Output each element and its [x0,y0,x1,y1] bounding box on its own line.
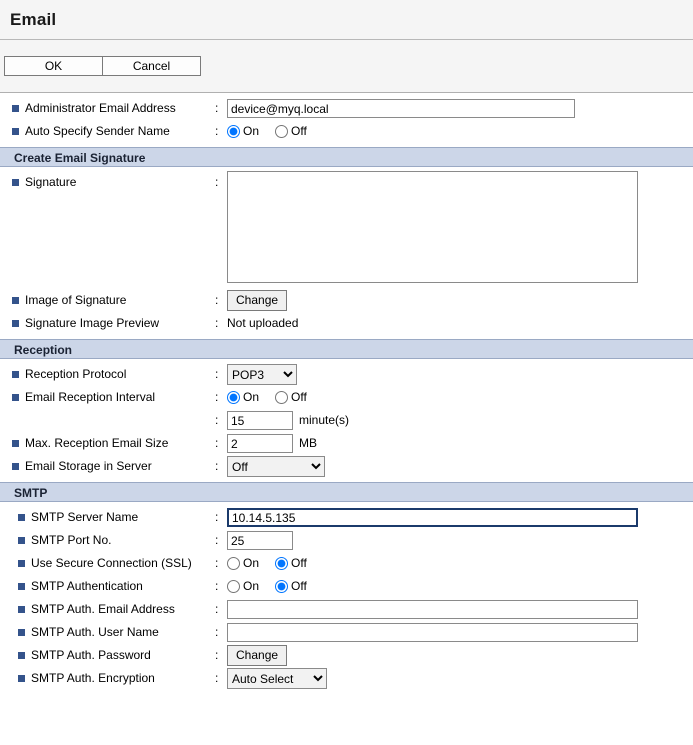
colon-separator: : [215,579,219,593]
bullet-icon [12,297,19,304]
smtp-ssl-label-cell [0,552,215,575]
smtp-auth-encryption-value-cell [227,667,693,690]
signature-textarea[interactable] [227,171,638,283]
bullet-icon [18,652,25,659]
colon-separator: : [215,124,219,138]
smtp-auth-value-cell [227,575,693,598]
row-smtp-port [0,529,693,552]
colon-separator: : [215,510,219,524]
row-smtp-ssl [0,552,693,575]
smtp-auth-password-label-cell [0,644,215,667]
smtp-server-name-value-cell [227,506,693,529]
signature-section-header: Create Email Signature [0,147,693,167]
signature-preview-label: Signature Image Preview [25,316,160,330]
row-smtp-auth-user [0,621,693,644]
row-admin-email [0,97,693,120]
signature-label-cell [0,171,215,194]
auto-sender-off-option[interactable] [275,120,307,143]
auto-sender-on-radio[interactable] [227,125,240,138]
smtp-ssl-off-option[interactable] [275,552,307,575]
smtp-auth-user-label: SMTP Auth. User Name [31,625,159,639]
reception-protocol-select[interactable] [227,364,297,385]
smtp-port-input[interactable] [227,531,293,550]
bullet-icon [18,583,25,590]
smtp-auth-password-value-cell [227,644,693,667]
bullet-icon [12,440,19,447]
smtp-auth-off-option[interactable] [275,575,307,598]
auto-sender-label-cell [0,120,215,143]
smtp-auth-email-label-cell [0,598,215,621]
max-reception-size-input[interactable] [227,434,293,453]
smtp-port-label: SMTP Port No. [31,533,112,547]
reception-interval-radio-group [227,386,319,409]
reception-interval-off-option[interactable] [275,386,307,409]
smtp-port-label-cell [0,529,215,552]
colon-separator: : [215,625,219,639]
bullet-icon [12,320,19,327]
reception-interval-on-label: On [243,390,260,404]
max-reception-size-unit: MB [299,436,317,450]
smtp-auth-password-change-button[interactable]: Change [227,645,287,666]
row-signature-preview [0,312,693,335]
smtp-auth-off-radio[interactable] [275,580,288,593]
colon-separator: : [215,101,219,115]
smtp-server-name-label: SMTP Server Name [31,510,139,524]
reception-interval-input[interactable] [227,411,293,430]
admin-email-value-cell [227,97,693,120]
row-image-of-signature [0,289,693,312]
reception-protocol-value-cell [227,363,693,386]
admin-email-input[interactable] [227,99,575,118]
colon-separator: : [215,413,219,427]
smtp-auth-on-radio[interactable] [227,580,240,593]
row-reception-interval-value [0,409,693,432]
colon-separator: : [215,459,219,473]
reception-interval-toggle-value-cell [227,386,693,409]
smtp-ssl-on-option[interactable] [227,552,259,575]
reception-interval-label: Email Reception Interval [25,390,156,404]
reception-section [0,359,693,482]
image-of-signature-change-button[interactable]: Change [227,290,287,311]
bullet-icon [18,537,25,544]
general-section [0,93,693,147]
row-max-reception-size [0,432,693,455]
bullet-icon [18,629,25,636]
cancel-button[interactable]: Cancel [102,56,201,76]
colon-separator: : [215,175,219,189]
reception-interval-on-radio[interactable] [227,391,240,404]
bullet-icon [12,179,19,186]
signature-value-cell [227,171,693,283]
bullet-icon [18,675,25,682]
row-smtp-auth-email [0,598,693,621]
auto-sender-on-label: On [243,124,260,138]
email-storage-label-cell [0,455,215,478]
row-signature [0,171,693,283]
smtp-auth-on-label: On [243,579,260,593]
max-reception-size-label-cell [0,432,215,455]
admin-email-label-cell [0,97,215,120]
smtp-ssl-off-label: Off [291,556,307,570]
max-reception-size-label: Max. Reception Email Size [25,436,169,450]
ok-button[interactable]: OK [4,56,103,76]
smtp-auth-user-input[interactable] [227,623,638,642]
reception-interval-off-label: Off [291,390,307,404]
smtp-auth-label: SMTP Authentication [31,579,143,593]
colon-separator: : [215,390,219,404]
smtp-auth-encryption-label-cell [0,667,215,690]
action-button-bar [0,40,693,93]
smtp-auth-encryption-label: SMTP Auth. Encryption [31,671,155,685]
row-smtp-server-name [0,506,693,529]
smtp-auth-password-label: SMTP Auth. Password [31,648,151,662]
smtp-ssl-off-radio[interactable] [275,557,288,570]
auto-sender-off-radio[interactable] [275,125,288,138]
smtp-auth-email-label: SMTP Auth. Email Address [31,602,175,616]
row-reception-interval-toggle [0,386,693,409]
smtp-section [0,502,693,694]
reception-protocol-label-cell [0,363,215,386]
colon-separator: : [215,533,219,547]
row-email-storage [0,455,693,478]
smtp-server-name-input[interactable] [227,508,638,527]
signature-preview-value-cell [227,312,693,335]
row-auto-sender [0,120,693,143]
auto-sender-on-option[interactable] [227,120,259,143]
signature-section [0,167,693,339]
colon-separator: : [215,436,219,450]
smtp-auth-user-value-cell [227,621,693,644]
signature-preview-value: Not uploaded [227,316,299,330]
bullet-icon [12,394,19,401]
bullet-icon [12,371,19,378]
row-reception-protocol [0,363,693,386]
smtp-ssl-on-label: On [243,556,260,570]
email-storage-value-cell [227,455,693,478]
smtp-ssl-on-radio[interactable] [227,557,240,570]
colon-separator: : [215,648,219,662]
bullet-icon [12,128,19,135]
admin-email-label: Administrator Email Address [25,101,176,115]
image-of-signature-label: Image of Signature [25,293,127,307]
row-smtp-auth [0,575,693,598]
email-storage-select[interactable] [227,456,325,477]
smtp-section-header: SMTP [0,482,693,502]
smtp-ssl-value-cell [227,552,693,575]
smtp-auth-off-label: Off [291,579,307,593]
bullet-icon [12,105,19,112]
colon-separator: : [215,602,219,616]
smtp-auth-email-input[interactable] [227,600,638,619]
auto-sender-label: Auto Specify Sender Name [25,124,170,138]
smtp-server-name-label-cell [0,506,215,529]
bullet-icon [18,514,25,521]
email-storage-label: Email Storage in Server [25,459,152,473]
auto-sender-value-cell [227,120,693,143]
colon-separator: : [215,671,219,685]
bullet-icon [18,560,25,567]
row-smtp-auth-encryption [0,667,693,690]
auto-sender-radio-group [227,120,319,143]
image-of-signature-value-cell [227,289,693,312]
smtp-ssl-radio-group [227,552,319,575]
colon-separator: : [215,316,219,330]
smtp-ssl-label: Use Secure Connection (SSL) [31,556,192,570]
auto-sender-off-label: Off [291,124,307,138]
signature-label: Signature [25,175,77,189]
reception-interval-label-cell [0,386,215,409]
smtp-auth-encryption-select[interactable] [227,668,327,689]
signature-preview-label-cell [0,312,215,335]
reception-interval-value-cell [227,409,693,432]
smtp-auth-on-option[interactable] [227,575,259,598]
colon-separator: : [215,556,219,570]
image-of-signature-label-cell [0,289,215,312]
colon-separator: : [215,367,219,381]
smtp-auth-email-value-cell [227,598,693,621]
reception-protocol-label: Reception Protocol [25,367,127,381]
smtp-port-value-cell [227,529,693,552]
smtp-auth-label-cell [0,575,215,598]
bullet-icon [18,606,25,613]
colon-separator: : [215,293,219,307]
page-header [0,0,693,40]
reception-interval-on-option[interactable] [227,386,259,409]
smtp-auth-radio-group [227,575,319,598]
smtp-auth-user-label-cell [0,621,215,644]
reception-interval-unit: minute(s) [299,413,350,427]
max-reception-size-value-cell [227,432,693,455]
row-smtp-auth-password [0,644,693,667]
reception-section-header: Reception [0,339,693,359]
bullet-icon [12,463,19,470]
reception-interval-off-radio[interactable] [275,391,288,404]
page-title: Email [10,9,57,29]
